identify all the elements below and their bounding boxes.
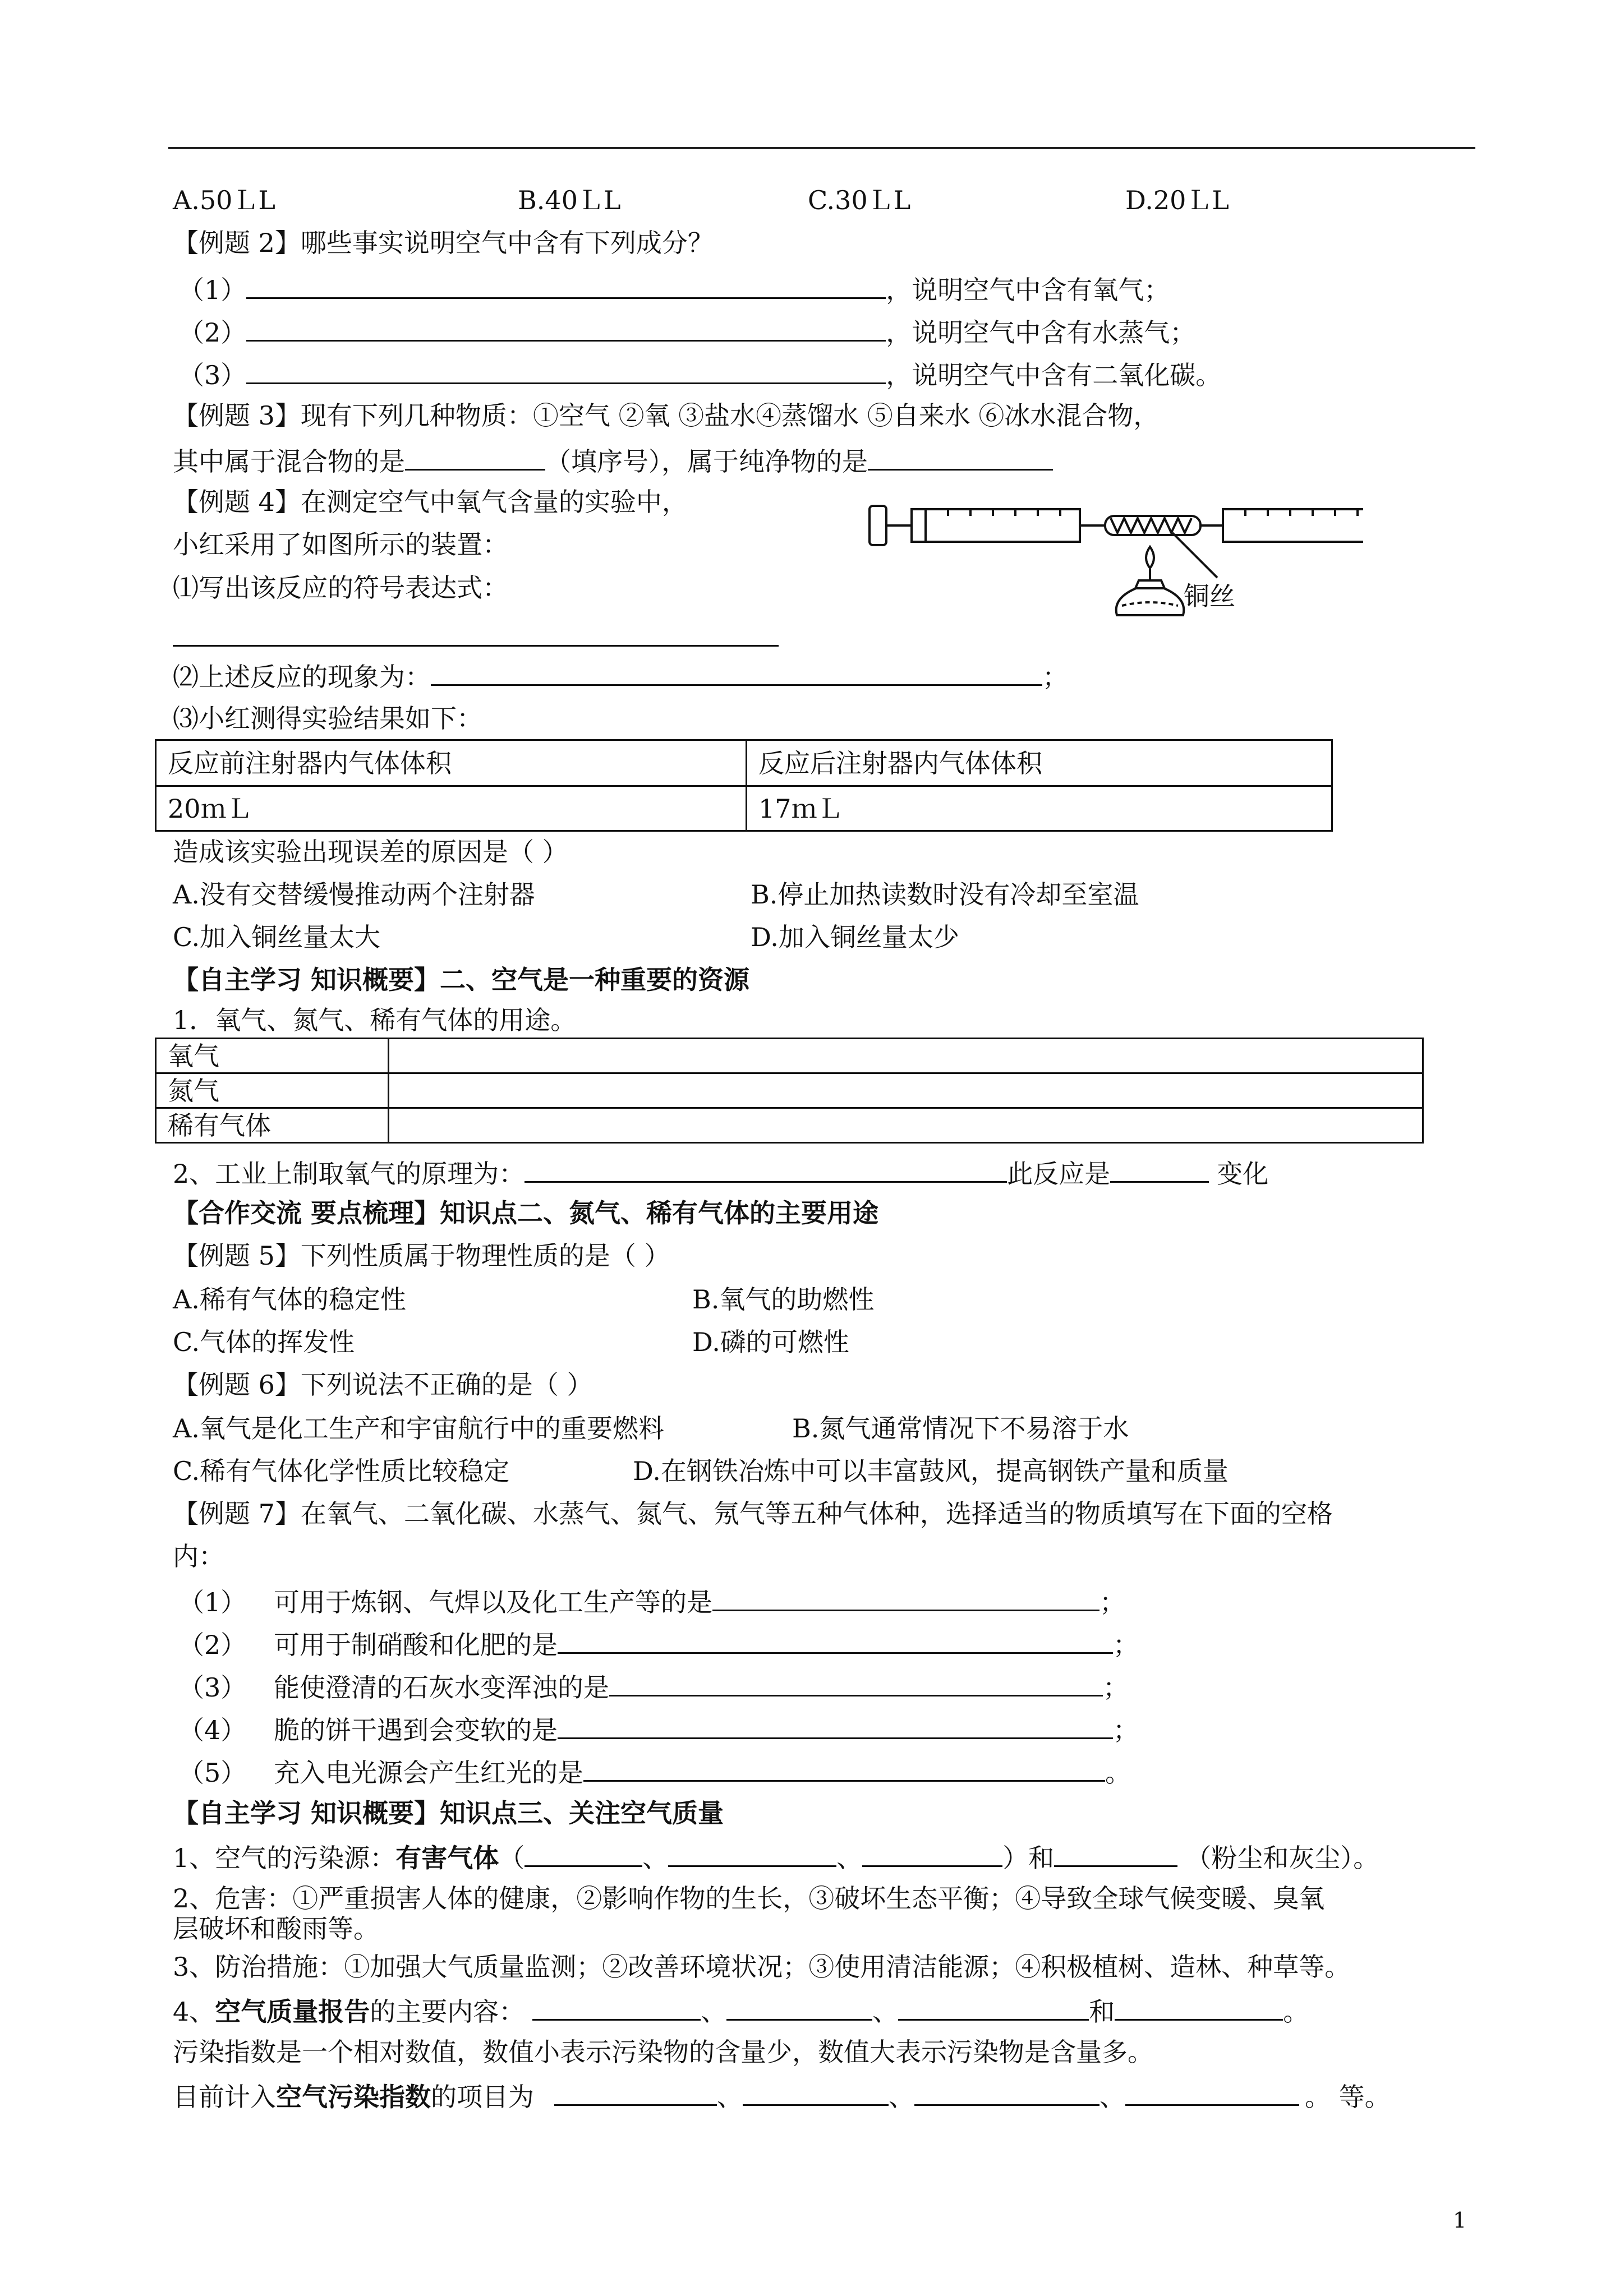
ex2-item-1 [178,275,1170,303]
table-cell: 氧气 [156,1039,389,1073]
ex2-item-tail: ，说明空气中含有氧气； [886,275,1170,305]
answer-blank[interactable] [609,1672,1103,1696]
ex3-pure-label: （填序号），属于纯净物的是 [545,446,868,477]
p1-harmful-gas: 有害气体 [395,1843,499,1873]
ex2-item-2 [178,317,1196,348]
table-row [156,786,1332,831]
p6-sep: 、 [889,2082,914,2112]
section4-p3: 3、防治措施：①加强大气质量监测；②改善环境状况；③使用清洁能源；④积极植树、造林、种草等。 [173,1952,1351,1982]
report-blank-1[interactable] [532,1997,701,2021]
ex4-q2-end: ； [1042,662,1068,692]
section4-p2a: 2、危害：①严重损害人体的健康，②影响作物的生长，③破坏生态平衡；④导致全球气候变暖、臭氧 [173,1883,1325,1914]
ex7-item-end: ； [1113,1630,1139,1660]
ex5-option-b: B.氧气的助燃性 [692,1284,875,1315]
section4-p1 [173,1843,1379,1871]
report-blank-3[interactable] [898,1997,1089,2021]
gas-use-answer-cell[interactable] [389,1108,1423,1143]
ex2-item-num: （2） [178,317,247,348]
p4-sep: 、 [701,1997,727,2027]
index-blank-4[interactable] [1125,2082,1299,2106]
answer-blank[interactable] [558,1630,1113,1654]
ex3-line2 [173,446,1053,477]
p1-and: ）和 [1002,1843,1055,1873]
table-cell: 稀有气体 [156,1108,389,1143]
answer-blank[interactable] [583,1758,1105,1782]
item2-end: 变化 [1217,1159,1269,1189]
figure-label-copper-wire: 铜丝 [1184,581,1235,611]
ex7-item-num: （1） [178,1587,247,1617]
table-row [156,1073,1423,1108]
ex4-q2 [173,662,1068,690]
ex4-q1-blank[interactable] [173,617,779,647]
phenomenon-answer-blank[interactable] [431,662,1042,686]
index-blank-2[interactable] [743,2082,889,2106]
ex2-item-num: （3） [178,360,247,390]
ex5-option-a: A.稀有气体的稳定性 [173,1284,406,1315]
page-number: 1 [1453,2208,1467,2233]
section4-p2b: 层破坏和酸雨等。 [173,1914,379,1944]
report-blank-4[interactable] [1115,1997,1283,2021]
ex7-item-3 [178,1672,1129,1703]
table-header-cell: 反应后注射器内气体体积 [747,740,1332,786]
ex7-item-2 [178,1630,1139,1658]
ex4-option-a: A.没有交替缓慢推动两个注射器 [173,879,535,910]
table-cell: 氮气 [156,1073,389,1108]
ex4-line1: 【例题 4】在测定空气中氧气含量的实验中， [173,487,688,517]
ex2-title: 【例题 2】哪些事实说明空气中含有下列成分？ [173,228,714,258]
section2-item1: 1．氧气、氮气、稀有气体的用途。 [173,1005,577,1035]
ex2-item-tail: ，说明空气中含有二氧化碳。 [886,360,1222,390]
table-row [156,1039,1423,1073]
ex1-option-a: A.50ＬL [173,185,275,215]
principle-answer-blank[interactable] [525,1159,1007,1183]
answer-blank[interactable] [246,317,886,342]
ex4-option-d: D.加入铜丝量太少 [751,922,959,952]
section2-item2 [173,1159,1268,1187]
table-cell: 17ｍＬ [747,786,1332,831]
ex5-option-d: D.磷的可燃性 [692,1327,849,1357]
ex7-item-text: 充入电光源会产生红光的是 [274,1758,583,1788]
p4-report: 空气质量报告 [215,1997,370,2027]
table-cell: 20ｍＬ [156,786,747,831]
ex1-option-c: C.30ＬL [808,185,911,215]
p6-sep: 、 [717,2082,743,2112]
ex7-item-1 [178,1587,1125,1615]
item2-middle: 此反应是 [1007,1159,1111,1189]
table-header-cell: 反应前注射器内气体体积 [156,740,747,786]
ex6-option-b: B.氮气通常情况下不易溶于水 [792,1413,1129,1444]
table-row [156,740,1332,786]
ex3-line1: 【例题 3】现有下列几种物质：①空气 ②氧 ③盐水④蒸馏水 ⑤自来水 ⑥冰水混合物， [173,400,1160,431]
ex3-mixture-label: 其中属于混合物的是 [173,446,405,477]
ex7-item-num: （3） [178,1672,247,1703]
ex7-item-num: （5） [178,1758,247,1788]
ex7-item-end: ； [1103,1672,1129,1703]
ex2-item-3 [178,360,1221,388]
section3-heading: 【合作交流 要点梳理】知识点二、氮气、稀有气体的主要用途 [173,1198,879,1228]
syringe-apparatus-figure [858,494,1363,628]
ex2-item-num: （1） [178,275,247,305]
ex7-item-4 [178,1715,1139,1743]
section4-p5: 污染指数是一个相对数值，数值小表示污染物的含量少，数值大表示污染物是含量多。 [173,2037,1153,2067]
ex7-line2: 内： [173,1541,224,1571]
ex7-item-num: （2） [178,1630,247,1660]
p1-sep: 、 [642,1843,669,1873]
ex5-option-c: C.气体的挥发性 [173,1327,355,1357]
p6-label: 目前计入 [173,2082,276,2112]
ex1-option-b: B.40ＬL [518,185,621,215]
p6-label-end: 的项目为 [431,2082,534,2112]
report-blank-2[interactable] [726,1997,872,2021]
section4-p6 [173,2082,1391,2110]
ex7-item-text: 脆的饼干遇到会变软的是 [274,1715,558,1745]
gas-blank-2[interactable] [668,1843,836,1867]
ex4-q2-label: ⑵上述反应的现象为： [173,662,431,692]
ex6-option-c: C.稀有气体化学性质比较稳定 [173,1456,510,1486]
header-rule [168,147,1475,149]
p4-and: 和 [1089,1997,1115,2027]
answer-blank[interactable] [712,1587,1099,1611]
index-blank-3[interactable] [914,2082,1099,2106]
section2-heading: 【自主学习 知识概要】二、空气是一种重要的资源 [173,965,750,995]
section4-heading: 【自主学习 知识概要】知识点三、关注空气质量 [173,1798,724,1828]
p4-num: 4、 [173,1997,215,2027]
ex5-title: 【例题 5】下列性质属于物理性质的是（ ） [173,1241,670,1271]
p1-sep: 、 [836,1843,863,1873]
ex4-option-c: C.加入铜丝量太大 [173,922,381,952]
ex7-item-end: 。 [1105,1758,1131,1788]
ex7-item-end: ； [1099,1587,1125,1617]
ex4-question: 造成该实验出现误差的原因是（ ） [173,837,568,867]
pure-answer-blank[interactable] [868,446,1053,471]
ex4-result-table [155,739,1333,832]
ex7-item-5 [178,1758,1131,1786]
p1-open-paren: （ [499,1843,525,1873]
index-blank-1[interactable] [554,2082,717,2106]
p6-index: 空气污染指数 [276,2082,431,2112]
gas-blank-3[interactable] [862,1843,1002,1867]
answer-blank[interactable] [246,275,886,299]
answer-blank[interactable] [558,1715,1113,1739]
ex1-option-d: D.20ＬL [1125,185,1229,215]
ex6-option-d: D.在钢铁冶炼中可以丰富鼓风，提高钢铁产量和质量 [633,1456,1229,1486]
section4-p4 [173,1997,1309,2025]
ex7-item-text: 可用于制硝酸和化肥的是 [274,1630,558,1660]
p1-label: 1、空气的污染源： [173,1843,396,1873]
ex7-item-num: （4） [178,1715,247,1745]
ex4-line2: 小红采用了如图所示的装置： [173,529,508,560]
p4-label: 的主要内容： [370,1997,525,2027]
particulate-blank[interactable] [1054,1843,1177,1867]
mixture-answer-blank[interactable] [405,446,545,471]
ex2-item-tail: ，说明空气中含有水蒸气； [886,317,1196,348]
gas-uses-table [155,1038,1424,1144]
ex4-q1: ⑴写出该反应的符号表达式： [173,573,508,603]
gas-use-answer-cell[interactable] [389,1039,1423,1073]
ex7-item-end: ； [1113,1715,1139,1745]
ex4-q3: ⑶小红测得实验结果如下： [173,703,482,734]
ex7-item-text: 可用于炼钢、气焊以及化工生产等的是 [274,1587,712,1617]
p6-sep: 、 [1099,2082,1125,2112]
p6-end: 。 等。 [1305,2082,1391,2112]
gas-blank-1[interactable] [525,1843,642,1867]
p1-end: （粉尘和灰尘）。 [1185,1843,1379,1873]
ex7-line1: 【例题 7】在氧气、二氧化碳、水蒸气、氮气、氖气等五种气体种，选择适当的物质填写在下面的空格 [173,1499,1333,1529]
ex4-option-b: B.停止加热读数时没有冷却至室温 [751,879,1139,910]
answer-blank[interactable] [246,360,886,384]
ex6-title: 【例题 6】下列说法不正确的是（ ） [173,1370,593,1400]
table-row [156,1108,1423,1143]
p4-end: 。 [1283,1997,1309,2027]
item2-label: 2、工业上制取氧气的原理为： [173,1159,525,1189]
ex6-option-a: A.氧气是化工生产和宇宙航行中的重要燃料 [173,1413,664,1444]
ex7-item-text: 能使澄清的石灰水变浑浊的是 [274,1672,609,1703]
gas-use-answer-cell[interactable] [389,1073,1423,1108]
change-type-blank[interactable] [1110,1159,1209,1183]
p4-sep: 、 [872,1997,899,2027]
